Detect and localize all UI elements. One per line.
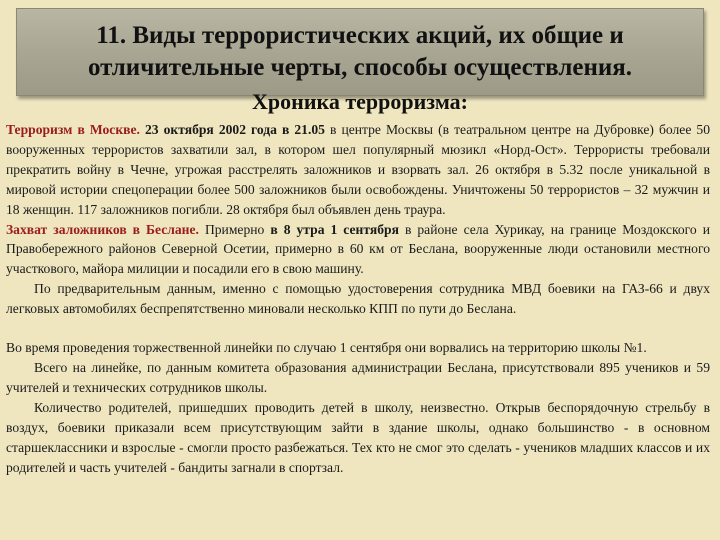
slide-title-box	[16, 8, 704, 96]
paragraph-attendance: Всего на линейке, по данным комитета образования администрации Беслана, присутствовали 895 учеников и 59 учителей и технических сотрудников школы.	[6, 359, 710, 395]
paragraph-gap	[6, 319, 710, 338]
slide-title-line-2: отличительные черты, способы осуществления.	[87, 54, 633, 81]
paragraph-moscow	[6, 120, 710, 220]
paragraph-gym: Количество родителей, пришедших проводить детей в школу, неизвестно. Открыв беспорядочную стрельбу в воздух, боевики приказали всем присутствующим зайти в здание школы, однако большинство - в основном старшеклассники и взрослые - смогли просто разбежаться. Тех кто не смог это сделать - учеников младших классов и их родителей и часть учителей - бандиты загнали в спортзал.	[6, 399, 710, 475]
heading-beslan: Захват заложников в Беслане.	[6, 221, 199, 237]
paragraph-beslan	[6, 220, 710, 280]
text-beslan-pre: Примерно	[198, 221, 271, 237]
paragraph-school: Во время проведения торжественной линейки по случаю 1 сентября они ворвались на территорию школы №1.	[6, 340, 647, 356]
slide-title-line-1: 11. Виды террористических акций, их общие и	[96, 22, 624, 49]
body-text	[6, 120, 710, 477]
time-beslan: в 8 утра 1 сентября	[270, 221, 399, 237]
text-moscow: в центре Москвы (в театральном центре на Дубровке) более 50 вооруженных террористов захватили зал, в котором шел популярный мюзикл «Норд-Ост». Террористы требовали прекратить войну в Чечне, угрожая расстрелять заложников и взорвать зал. 26 октября в 5.32 после уникальной в мировой истории спецоперации более 500 заложников были освобождены. Уничтожены 50 террористов – 32 мужчин и 18 женщин. 117 заложников погибли. 28 октября был объявлен день траура.	[6, 122, 710, 217]
paragraph-checkpoints: По предварительным данным, именно с помощью удостоверения сотрудника МВД боевики на ГАЗ-66 и двух легковых автомобилях беспрепятственно миновали несколько КПП по пути до Беслана.	[6, 281, 710, 317]
date-moscow: 23 октября 2002 года в 21.05	[139, 122, 325, 137]
slide-subtitle: Хроника терроризма:	[252, 89, 468, 114]
heading-moscow: Терроризм в Москве.	[6, 122, 140, 137]
text-beslan: в районе села Хурикау, на границе Моздокского и Правобережного районов Северной Осетии, примерно в 60 км от Беслана, вооруженные люди остановили местного участкового, майора милиции и посадили его в свою машину.	[6, 221, 710, 277]
